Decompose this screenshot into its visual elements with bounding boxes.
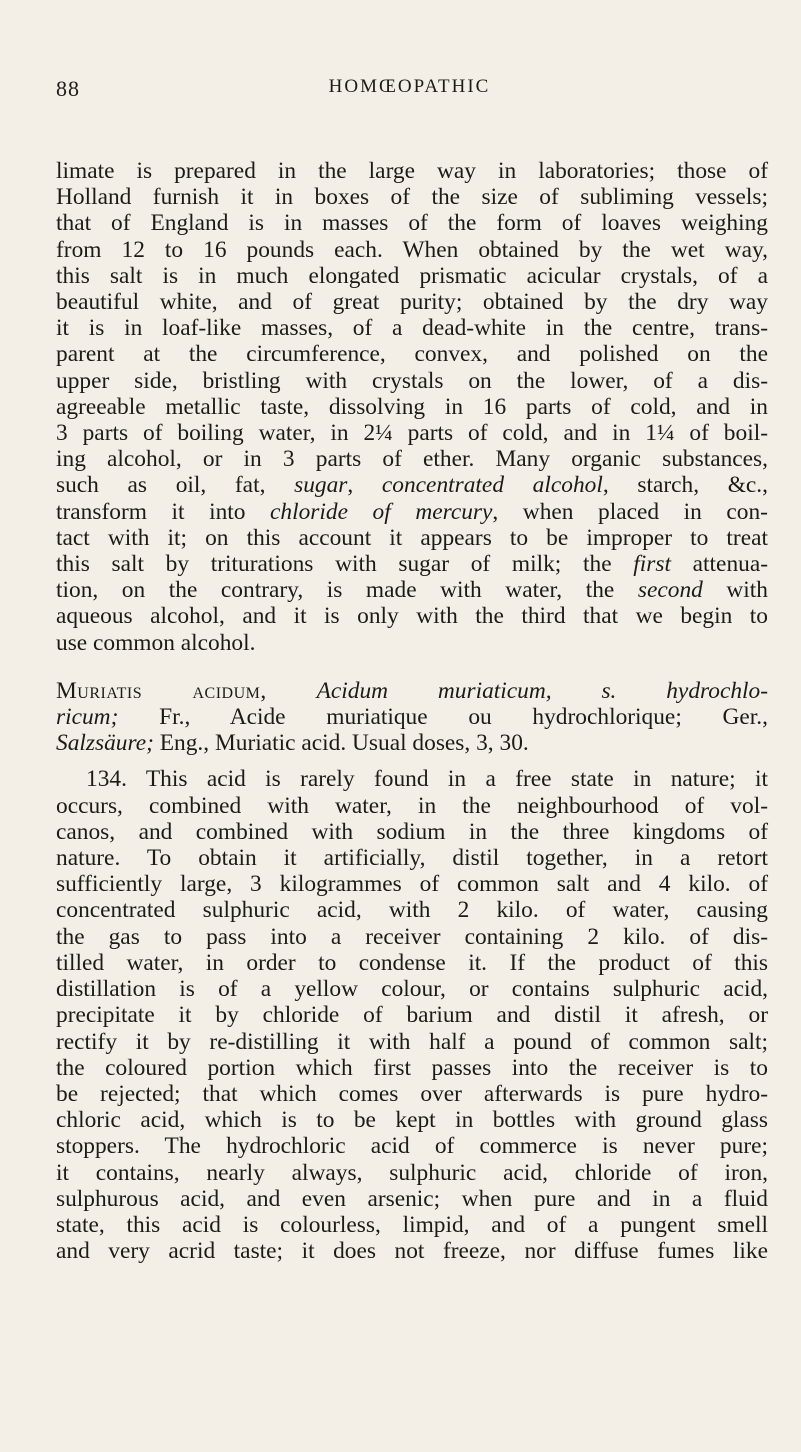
remedy-name: Muriatis acidum,: [56, 677, 267, 704]
text-line: it contains, nearly always, sulphuric acid, chloride of iron,: [56, 1159, 768, 1186]
italic-term-sugar: sugar: [294, 472, 348, 499]
page-number: 88: [56, 76, 80, 101]
text-line: ing alcohol, or in 3 parts of ether. Many organic substances,: [56, 446, 768, 473]
text-line: and very acrid taste; it does not freeze, nor diffuse fumes like: [56, 1238, 768, 1265]
text-line: nature. To obtain it artificially, distil together, in a retort: [56, 845, 768, 872]
text-line: chloric acid, which is to be kept in bottles with ground glass: [56, 1107, 768, 1134]
text-line: the gas to pass into a receiver containing 2 kilo. of dis-: [56, 923, 768, 950]
text-line: aqueous alcohol, and it is only with the third that we begin to: [56, 603, 768, 630]
page-header: [56, 76, 763, 106]
heading-line: Salzsäure; Eng., Muriatic acid. Usual doses, 3, 30.: [56, 730, 529, 757]
text-line: transform it into chloride of mercury, when placed in con-: [56, 498, 768, 525]
text-line: it is in loaf-like masses, of a dead-white in the centre, trans-: [56, 315, 768, 342]
body-text: [56, 158, 768, 1264]
text-line: this salt by triturations with sugar of milk; the first attenua-: [56, 551, 769, 578]
text-line: tact with it; on this account it appears to be improper to treat: [56, 524, 768, 551]
italic-term-second: second: [637, 577, 703, 604]
text-line: from 12 to 16 pounds each. When obtained by the wet way,: [56, 236, 768, 263]
text-line: sulphurous acid, and even arsenic; when pure and in a fluid: [56, 1185, 768, 1212]
paragraph-gap: [56, 656, 768, 678]
text-line: parent at the circumference, convex, and polished on the: [56, 341, 768, 368]
italic-term-first: first: [633, 551, 671, 578]
text-line: concentrated sulphuric acid, with 2 kilo. of water, causing: [56, 897, 768, 924]
heading-line: [56, 678, 768, 704]
german-name: Salzsäure;: [56, 730, 154, 757]
text-line: distillation is of a yellow colour, or contains sulphuric acid,: [56, 976, 768, 1003]
text-line: agreeable metallic taste, dissolving in 16 parts of cold, and in: [56, 393, 768, 420]
text-line: the coloured portion which first passes into the receiver is to: [56, 1054, 768, 1081]
text-line: such as oil, fat, sugar, concentrated alcohol, starch, &c.,: [56, 472, 768, 499]
text-line: this salt is in much elongated prismatic acicular crystals, of a: [56, 262, 768, 289]
text-line: precipitate it by chloride of barium and distil it afresh, or: [56, 1002, 768, 1029]
italic-term-alcohol: concentrated alcohol: [381, 472, 603, 499]
paragraph-2: [56, 766, 768, 1264]
heading-line: ricum; Fr., Acide muriatique ou hydrochlorique; Ger.,: [56, 704, 768, 731]
text-line: Holland furnish it in boxes of the size of subliming vessels;: [56, 184, 768, 211]
text-line: beautiful white, and of great purity; obtained by the dry way: [56, 289, 768, 316]
text-line: state, this acid is colourless, limpid, and of a pungent smell: [56, 1211, 768, 1238]
latin-synonym: Acidum muriaticum, s. hydrochlo-: [316, 677, 768, 704]
text-line: 134. This acid is rarely found in a free state in nature; it: [86, 766, 768, 793]
text-line: be rejected; that which comes over afterwards is pure hydro-: [56, 1080, 768, 1107]
text-line: tilled water, in order to condense it. If the product of this: [56, 949, 768, 976]
running-head: HOMŒOPATHIC: [328, 76, 491, 97]
paragraph-1: [56, 158, 768, 656]
text-line: 3 parts of boiling water, in 2¼ parts of cold, and in 1¼ of boil-: [56, 420, 768, 447]
italic-term-chloride: chloride of mercury: [270, 498, 493, 525]
text-line: tion, on the contrary, is made with water, the second with: [56, 577, 769, 604]
text-line: sufficiently large, 3 kilogrammes of common salt and 4 kilo. of: [56, 871, 768, 898]
text-line: occurs, combined with water, in the neighbourhood of vol-: [56, 792, 768, 819]
text-line: stoppers. The hydrochloric acid of commerce is never pure;: [56, 1133, 768, 1160]
text-line: rectify it by re-distilling it with half a pound of common salt;: [56, 1028, 768, 1055]
text-line: canos, and combined with sodium in the three kingdoms of: [56, 818, 768, 845]
text-line: that of England is in masses of the form of loaves weighing: [56, 210, 768, 237]
paragraph-gap: [56, 756, 768, 766]
text-line: limate is prepared in the large way in laboratories; those of: [56, 158, 768, 184]
remedy-heading: [56, 678, 768, 757]
text-line: use common alcohol.: [56, 629, 256, 656]
text-line: upper side, bristling with crystals on the lower, of a dis-: [56, 367, 768, 394]
